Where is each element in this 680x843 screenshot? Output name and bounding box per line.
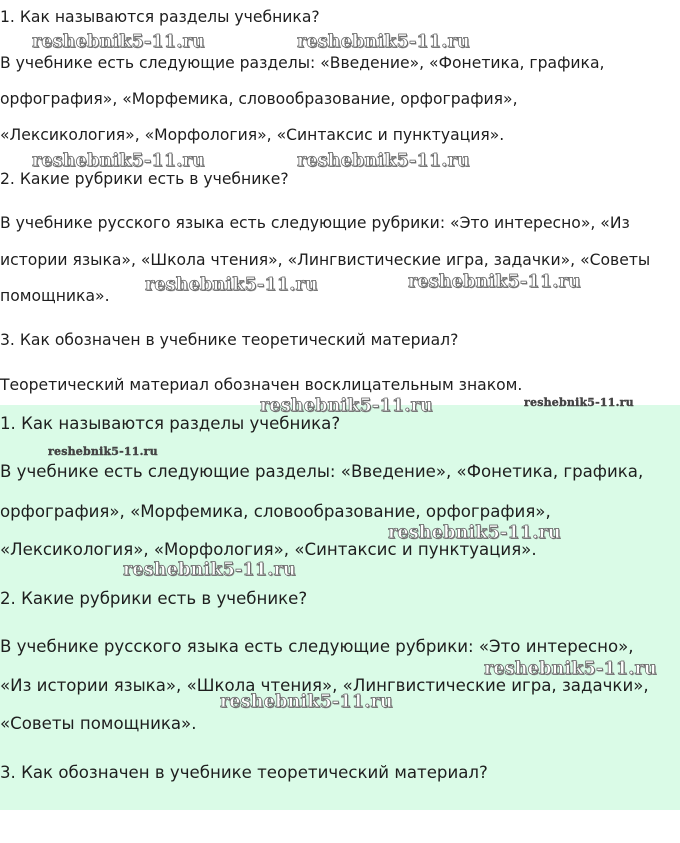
watermark: reshebnik5-11.ru [408, 272, 581, 292]
question-1: 1. Как называются разделы учебника? [0, 8, 320, 26]
watermark: reshebnik5-11.ru [145, 275, 318, 295]
watermark: reshebnik5-11.ru [484, 659, 657, 679]
answer-2-line-2: истории языка», «Школа чтения», «Лингвистические игра, задачки», «Советы [0, 251, 651, 269]
answer-1-repeat-line-3: «Лексикология», «Морфология», «Синтаксис и пунктуация». [0, 540, 537, 559]
answer-2-repeat-line-3: «Советы помощника». [0, 714, 197, 733]
watermark: reshebnik5-11.ru [220, 692, 393, 712]
watermark: reshebnik5-11.ru [32, 151, 205, 171]
watermark: reshebnik5-11.ru [297, 32, 470, 52]
answer-1-line-3: «Лексикология», «Морфология», «Синтаксис и пунктуация». [0, 126, 505, 144]
question-3-repeat: 3. Как обозначен в учебнике теоретический материал? [0, 763, 488, 782]
watermark: reshebnik5-11.ru [48, 445, 158, 458]
answer-1-line-1: В учебнике есть следующие разделы: «Введение», «Фонетика, графика, [0, 54, 605, 72]
question-3: 3. Как обозначен в учебнике теоретический материал? [0, 331, 459, 349]
answer-2-line-1: В учебнике русского языка есть следующие рубрики: «Это интересно», «Из [0, 214, 630, 232]
answer-1-line-2: орфография», «Морфемика, словообразование, орфография», [0, 90, 518, 108]
answer-2-line-3: помощника». [0, 287, 110, 305]
answer-1-repeat-line-1: В учебнике есть следующие разделы: «Введение», «Фонетика, графика, [0, 462, 644, 481]
watermark: reshebnik5-11.ru [123, 560, 296, 580]
answer-2-repeat-line-2: «Из истории языка», «Школа чтения», «Лингвистические игра, задачки», [0, 676, 649, 695]
watermark: reshebnik5-11.ru [260, 396, 433, 416]
watermark: reshebnik5-11.ru [388, 523, 561, 543]
watermark: reshebnik5-11.ru [32, 32, 205, 52]
answer-3: Теоретический материал обозначен восклицательным знаком. [0, 376, 523, 394]
watermark: reshebnik5-11.ru [297, 151, 470, 171]
answer-1-repeat-line-2: орфография», «Морфемика, словообразование, орфография», [0, 502, 551, 521]
watermark: reshebnik5-11.ru [524, 396, 634, 409]
question-2-repeat: 2. Какие рубрики есть в учебнике? [0, 589, 308, 608]
question-2: 2. Какие рубрики есть в учебнике? [0, 170, 289, 188]
answer-2-repeat-line-1: В учебнике русского языка есть следующие рубрики: «Это интересно», [0, 637, 634, 656]
question-1-repeat: 1. Как называются разделы учебника? [0, 414, 341, 433]
